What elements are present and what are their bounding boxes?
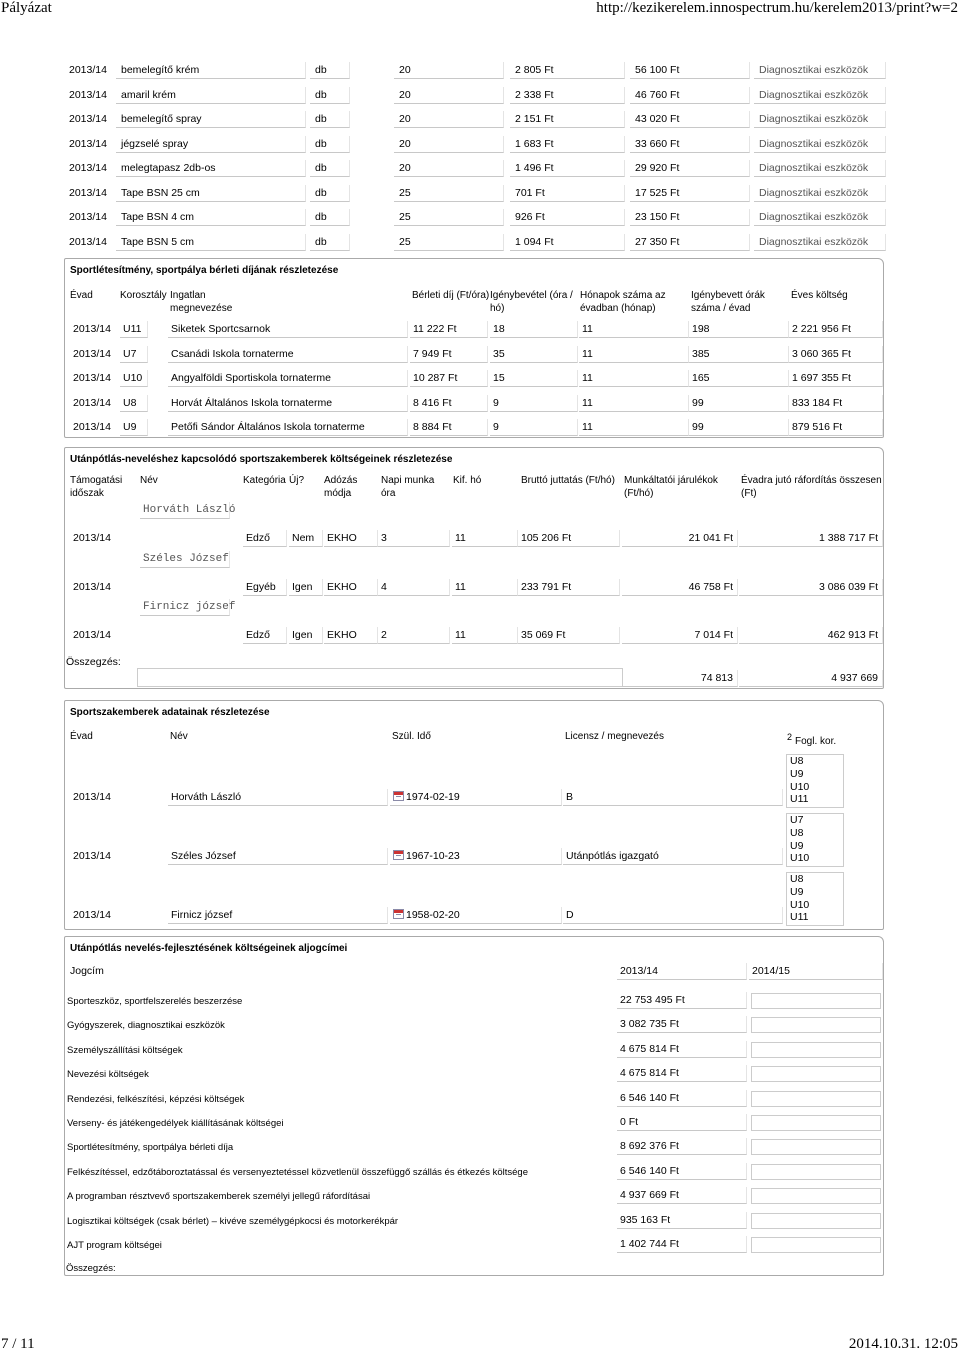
category-field[interactable]: Diagnosztikai eszközök	[754, 62, 886, 79]
column-header: Bérleti díj (Ft/óra)	[412, 290, 490, 301]
cost-category-label: Sportlétesítmény, sportpálya bérleti díja	[67, 1142, 234, 1154]
product-name-field[interactable]: Tape BSN 25 cm	[116, 185, 306, 202]
product-row	[64, 205, 884, 230]
unit-field[interactable]: db	[310, 136, 350, 153]
season-cell: 2013/14	[69, 137, 107, 150]
amount-2013-field[interactable]: 0 Ft	[617, 1114, 747, 1131]
unit-field[interactable]: db	[310, 234, 350, 251]
cost-category-label: Nevezési költségek	[67, 1069, 149, 1081]
amount-2014-field[interactable]	[751, 1139, 881, 1155]
tax-type-field[interactable]: EKHO	[324, 627, 378, 644]
quantity-field[interactable]: 20	[394, 160, 504, 177]
product-row	[64, 132, 884, 157]
months-field[interactable]: 11	[579, 370, 689, 387]
column-header: Éves költség	[791, 290, 848, 301]
hours-per-month-field[interactable]: 9	[490, 419, 578, 436]
amount-2014-field[interactable]	[751, 1042, 881, 1058]
section-title: Utánpótlás nevelés-fejlesztésének költségeinek aljogcímei	[70, 943, 348, 954]
amount-2014-field[interactable]	[751, 1188, 881, 1204]
amount-2013-field[interactable]: 935 163 Ft	[617, 1212, 747, 1229]
amount-2013-field[interactable]: 4 937 669 Ft	[617, 1187, 747, 1204]
column-header: Igénybevett órák száma / évad	[691, 290, 765, 314]
cost-category-label: Személyszállítási költségek	[67, 1044, 183, 1056]
products-table	[64, 58, 884, 254]
column-header: Bruttó juttatás (Ft/hó)	[521, 475, 615, 486]
total-price-field[interactable]: 46 760 Ft	[630, 87, 750, 104]
column-header: Adózás módja	[324, 475, 358, 499]
season-cell: 2013/14	[73, 791, 111, 803]
cost-category-label: Gyógyszerek, diagnosztikai eszközök	[67, 1020, 225, 1032]
gross-pay-field[interactable]: 233 791 Ft	[518, 579, 620, 596]
cost-category-label: Logisztikai költségek (csak bérlet) – kivéve személygépkocsi és motorkerékpár	[67, 1215, 399, 1227]
amount-2014-field[interactable]	[751, 1164, 881, 1180]
quantity-field[interactable]: 20	[394, 136, 504, 153]
category-field[interactable]: Diagnosztikai eszközök	[754, 87, 886, 104]
hours-per-month-field[interactable]: 15	[490, 370, 578, 387]
product-name-field[interactable]: bemelegítő krém	[116, 62, 306, 79]
product-row	[64, 230, 884, 255]
cost-category-label: Rendezési, felkészítési, képzési költségek	[67, 1093, 245, 1105]
season-cell: 2013/14	[73, 580, 111, 593]
column-header: Napi munka óra	[381, 475, 435, 499]
page-number: 7 / 11	[1, 1336, 35, 1352]
total-price-field[interactable]: 33 660 Ft	[630, 136, 750, 153]
total-price-field[interactable]: 27 350 Ft	[630, 234, 750, 251]
months-field[interactable]: 11	[452, 530, 518, 547]
season-total-field[interactable]: 3 086 039 Ft	[739, 579, 883, 596]
column-header: Kategória	[243, 475, 286, 486]
months-field[interactable]: 11	[452, 579, 518, 596]
facility-name-field[interactable]: Siketek Sportcsarnok	[168, 321, 408, 338]
column-header: Jogcím	[70, 965, 104, 977]
print-footer	[0, 1336, 960, 1354]
annual-cost-field[interactable]: 833 184 Ft	[789, 395, 883, 412]
unit-price-field[interactable]: 1 496 Ft	[510, 160, 625, 177]
column-header	[787, 731, 836, 749]
amount-2014-field[interactable]	[751, 1017, 881, 1033]
hours-per-season-field[interactable]: 198	[689, 321, 789, 338]
months-field[interactable]: 11	[579, 346, 689, 363]
cost-category-label: AJT program költségei	[67, 1240, 162, 1251]
facility-name-field[interactable]: Angyalföldi Sportiskola tornaterme	[168, 370, 408, 387]
age-group-field[interactable]: U10	[120, 370, 148, 387]
birth-date-field[interactable]	[390, 789, 562, 806]
column-header: 2013/14	[617, 963, 747, 980]
annual-cost-field[interactable]: 3 060 365 Ft	[789, 346, 883, 363]
product-name-field[interactable]: amaril krém	[116, 87, 306, 104]
months-field[interactable]: 11	[579, 321, 689, 338]
column-header: Új?	[289, 475, 305, 486]
column-header: Név	[170, 731, 188, 742]
facility-name-field[interactable]: Petőfi Sándor Általános Iskola tornaterme	[168, 419, 408, 436]
total-price-field[interactable]: 23 150 Ft	[630, 209, 750, 226]
unit-price-field[interactable]: 701 Ft	[510, 185, 625, 202]
hourly-rate-field[interactable]: 7 949 Ft	[410, 346, 488, 363]
season-cell: 2013/14	[73, 850, 111, 862]
category-field[interactable]: Egyéb	[243, 579, 287, 596]
quantity-field[interactable]: 20	[394, 111, 504, 128]
column-header: Licensz / megnevezés	[565, 731, 664, 742]
cost-category-label: A programban résztvevő sportszakemberek személyi jellegű ráfordításai	[67, 1191, 371, 1203]
age-group-values: U7 U8 U9 U10	[790, 814, 810, 865]
experts-section	[64, 700, 884, 930]
months-field[interactable]: 11	[579, 419, 689, 436]
unit-field[interactable]: db	[310, 185, 350, 202]
hours-per-season-field[interactable]: 99	[689, 395, 789, 412]
unit-field[interactable]: db	[310, 62, 350, 79]
column-header: Támogatási időszak	[70, 475, 123, 499]
quantity-field[interactable]: 20	[394, 87, 504, 104]
summary-label: Összegzés:	[66, 1263, 116, 1274]
birth-date-value: 1958-02-20	[406, 909, 460, 921]
product-row	[64, 58, 884, 83]
total-price-field[interactable]: 17 525 Ft	[630, 185, 750, 202]
unit-price-field[interactable]: 1 683 Ft	[510, 136, 625, 153]
employer-contrib-field[interactable]: 7 014 Ft	[622, 627, 738, 644]
quantity-field[interactable]: 25	[394, 209, 504, 226]
product-name-field[interactable]: Tape BSN 4 cm	[116, 209, 306, 226]
total-price-field[interactable]: 29 920 Ft	[630, 160, 750, 177]
season-cell: 2013/14	[73, 372, 111, 384]
quantity-field[interactable]: 20	[394, 62, 504, 79]
annual-cost-field[interactable]: 879 516 Ft	[789, 419, 883, 436]
license-field[interactable]: Utánpótlás igazgató	[563, 848, 783, 865]
column-header: Korosztály	[120, 290, 167, 301]
column-header: Évad	[70, 731, 93, 742]
product-row	[64, 83, 884, 108]
hours-per-season-field[interactable]: 385	[689, 346, 789, 363]
product-name-field[interactable]: jégzselé spray	[116, 136, 306, 153]
column-header: Kif. hó	[453, 475, 482, 486]
staff-cost-section	[64, 447, 884, 689]
print-datetime: 2014.10.31. 12:05	[848, 1336, 958, 1352]
tax-type-field[interactable]: EKHO	[324, 530, 378, 547]
category-field[interactable]: Diagnosztikai eszközök	[754, 111, 886, 128]
total-price-field[interactable]: 56 100 Ft	[630, 62, 750, 79]
amount-2013-field[interactable]: 1 402 744 Ft	[617, 1236, 747, 1253]
hourly-rate-field[interactable]: 8 416 Ft	[410, 395, 488, 412]
column-header: Évad	[70, 290, 93, 301]
season-cell: 2013/14	[73, 532, 111, 544]
new-flag-field[interactable]: Igen	[289, 579, 323, 596]
staff-name-field[interactable]: Firnicz józsef	[140, 599, 230, 616]
season-cell: 2013/14	[69, 235, 107, 248]
column-header: 2014/15	[749, 963, 883, 980]
annual-cost-field[interactable]: 1 697 355 Ft	[789, 370, 883, 387]
gross-pay-field[interactable]: 105 206 Ft	[518, 530, 620, 547]
product-row	[64, 181, 884, 206]
employer-contrib-field[interactable]: 46 758 Ft	[622, 579, 738, 596]
facility-name-field[interactable]: Csanádi Iskola tornaterme	[168, 346, 408, 363]
amount-2013-field[interactable]: 22 753 495 Ft	[617, 992, 747, 1009]
daily-hours-field[interactable]: 3	[378, 530, 450, 547]
amount-2013-field[interactable]: 6 546 140 Ft	[617, 1163, 747, 1180]
amount-2013-field[interactable]: 6 546 140 Ft	[617, 1090, 747, 1107]
season-cell: 2013/14	[73, 347, 111, 360]
season-total-field[interactable]: 1 388 717 Ft	[739, 530, 883, 547]
season-cell: 2013/14	[69, 113, 107, 125]
new-flag-field[interactable]: Igen	[289, 627, 323, 644]
unit-price-field[interactable]: 2 338 Ft	[510, 87, 625, 104]
season-cell: 2013/14	[73, 629, 111, 641]
amount-2013-field[interactable]: 3 082 735 Ft	[617, 1016, 747, 1033]
category-field[interactable]: Edző	[243, 627, 287, 644]
product-row	[64, 156, 884, 181]
product-name-field[interactable]: melegtapasz 2db-os	[116, 160, 306, 177]
cost-category-label: Verseny- és játékengedélyek kiállításának költségei	[67, 1118, 284, 1129]
print-header	[0, 0, 960, 20]
unit-price-field[interactable]: 1 094 Ft	[510, 234, 625, 251]
hours-per-season-field[interactable]: 99	[689, 419, 789, 436]
staff-name-field[interactable]: Horváth László	[140, 502, 230, 519]
calendar-icon[interactable]	[393, 791, 404, 801]
season-cell: 2013/14	[73, 396, 111, 409]
unit-price-field[interactable]: 2 805 Ft	[510, 62, 625, 79]
season-cell: 2013/14	[69, 88, 107, 101]
fogl-kor-label: Fogl. kor.	[795, 736, 837, 748]
expert-name-field[interactable]: Széles József	[168, 848, 388, 865]
hourly-rate-field[interactable]: 8 884 Ft	[410, 419, 488, 436]
header-url: http://kezikerelem.innospectrum.hu/kerelem2013/print?w=2	[596, 0, 958, 16]
footnote-marker: 2	[787, 732, 793, 742]
employer-contrib-field[interactable]: 21 041 Ft	[622, 530, 738, 547]
season-cell: 2013/14	[73, 421, 111, 433]
age-group-field[interactable]: U7	[120, 346, 148, 363]
amount-2013-field[interactable]: 4 675 814 Ft	[617, 1041, 747, 1058]
facility-name-field[interactable]: Horvát Általános Iskola tornaterme	[168, 395, 408, 412]
section-title: Sportlétesítmény, sportpálya bérleti díjának részletezése	[70, 265, 339, 276]
unit-field[interactable]: db	[310, 209, 350, 226]
hours-per-season-field[interactable]: 165	[689, 370, 789, 387]
birth-date-field[interactable]	[390, 848, 562, 865]
cost-category-label: Sporteszköz, sportfelszerelés beszerzése	[67, 996, 243, 1007]
product-name-field[interactable]: Tape BSN 5 cm	[116, 234, 306, 251]
hours-per-month-field[interactable]: 9	[490, 395, 578, 412]
months-field[interactable]: 11	[579, 395, 689, 412]
category-field[interactable]: Diagnosztikai eszközök	[754, 160, 886, 177]
daily-hours-field[interactable]: 4	[378, 579, 450, 596]
column-header: Szül. Idő	[392, 731, 431, 742]
section-title: Utánpótlás-neveléshez kapcsolódó sportszakemberek költségeinek részletezése	[70, 454, 453, 465]
column-header: Évadra jutó ráfordítás összesen (Ft)	[741, 475, 882, 499]
column-header: Hónapok száma az évadban (hónap)	[580, 290, 666, 314]
birth-date-value: 1974-02-19	[406, 791, 460, 803]
unit-field[interactable]: db	[310, 87, 350, 104]
age-group-values: U8 U9 U10 U11	[790, 755, 810, 806]
new-flag-field[interactable]: Nem	[289, 530, 323, 547]
age-group-field[interactable]: U9	[120, 419, 148, 436]
amount-2013-field[interactable]: 8 692 376 Ft	[617, 1138, 747, 1155]
amount-2014-field[interactable]	[751, 1115, 881, 1131]
header-title: Pályázat	[1, 0, 52, 16]
unit-price-field[interactable]: 2 151 Ft	[510, 111, 625, 128]
column-header: Igénybevétel (óra / hó)	[490, 290, 573, 314]
gross-pay-field[interactable]: 35 069 Ft	[518, 627, 620, 644]
column-header: Ingatlan megnevezése	[170, 290, 233, 314]
unit-field[interactable]: db	[310, 160, 350, 177]
calendar-icon[interactable]	[393, 850, 404, 860]
license-field[interactable]: B	[563, 789, 783, 806]
season-cell: 2013/14	[69, 186, 107, 199]
unit-field[interactable]: db	[310, 111, 350, 128]
unit-price-field[interactable]: 926 Ft	[510, 209, 625, 226]
amount-2013-field[interactable]: 4 675 814 Ft	[617, 1065, 747, 1082]
birth-date-value: 1967-10-23	[406, 850, 460, 862]
tax-type-field[interactable]: EKHO	[324, 579, 378, 596]
summary-contrib-field[interactable]: 74 813	[622, 670, 738, 687]
amount-2014-field[interactable]	[751, 1091, 881, 1107]
subsidy-section	[64, 936, 884, 1276]
product-row	[64, 107, 884, 132]
season-cell: 2013/14	[69, 162, 107, 174]
quantity-field[interactable]: 25	[394, 234, 504, 251]
months-field[interactable]: 11	[452, 627, 518, 644]
annual-cost-field[interactable]: 2 221 956 Ft	[789, 321, 883, 338]
category-field[interactable]: Diagnosztikai eszközök	[754, 234, 886, 251]
total-price-field[interactable]: 43 020 Ft	[630, 111, 750, 128]
summary-total-field[interactable]: 4 937 669	[739, 670, 883, 687]
category-field[interactable]: Edző	[243, 530, 287, 547]
category-field[interactable]: Diagnosztikai eszközök	[754, 209, 886, 226]
license-field[interactable]: D	[563, 907, 783, 924]
season-cell: 2013/14	[69, 211, 107, 223]
amount-2014-field[interactable]	[751, 993, 881, 1009]
hourly-rate-field[interactable]: 10 287 Ft	[410, 370, 488, 387]
summary-label: Összegzés:	[66, 656, 121, 668]
hourly-rate-field[interactable]: 11 222 Ft	[410, 321, 488, 338]
season-cell: 2013/14	[73, 909, 111, 921]
season-total-field[interactable]: 462 913 Ft	[739, 627, 883, 644]
amount-2014-field[interactable]	[751, 1213, 881, 1229]
category-field[interactable]: Diagnosztikai eszközök	[754, 185, 886, 202]
hours-per-month-field[interactable]: 35	[490, 346, 578, 363]
amount-2014-field[interactable]	[751, 1237, 881, 1253]
cost-category-label: Felkészítéssel, edzőtáboroztatással és versenyeztetéssel közvetlenül összefüggő szállás és étkezés költsége	[67, 1166, 528, 1178]
product-name-field[interactable]: bemelegítő spray	[116, 111, 306, 128]
season-cell: 2013/14	[69, 64, 107, 76]
hours-per-month-field[interactable]: 18	[490, 321, 578, 338]
daily-hours-field[interactable]: 2	[378, 627, 450, 644]
season-cell: 2013/14	[73, 323, 111, 335]
calendar-icon[interactable]	[393, 909, 404, 919]
section-title: Sportszakemberek adatainak részletezése	[70, 707, 270, 718]
column-header: Név	[140, 475, 158, 486]
staff-name-field[interactable]: Széles József	[140, 551, 230, 568]
expert-name-field[interactable]: Firnicz józsef	[168, 907, 388, 924]
quantity-field[interactable]: 25	[394, 185, 504, 202]
facility-rental-section	[64, 258, 884, 438]
amount-2014-field[interactable]	[751, 1066, 881, 1082]
category-field[interactable]: Diagnosztikai eszközök	[754, 136, 886, 153]
summary-blank-field	[137, 668, 623, 687]
column-header: Munkáltatói járulékok (Ft/hó)	[624, 475, 718, 499]
expert-name-field[interactable]: Horváth László	[168, 789, 388, 806]
age-group-field[interactable]: U8	[120, 395, 148, 412]
age-group-field[interactable]: U11	[120, 321, 148, 338]
birth-date-field[interactable]	[390, 907, 562, 924]
age-group-values: U8 U9 U10 U11	[790, 873, 810, 924]
